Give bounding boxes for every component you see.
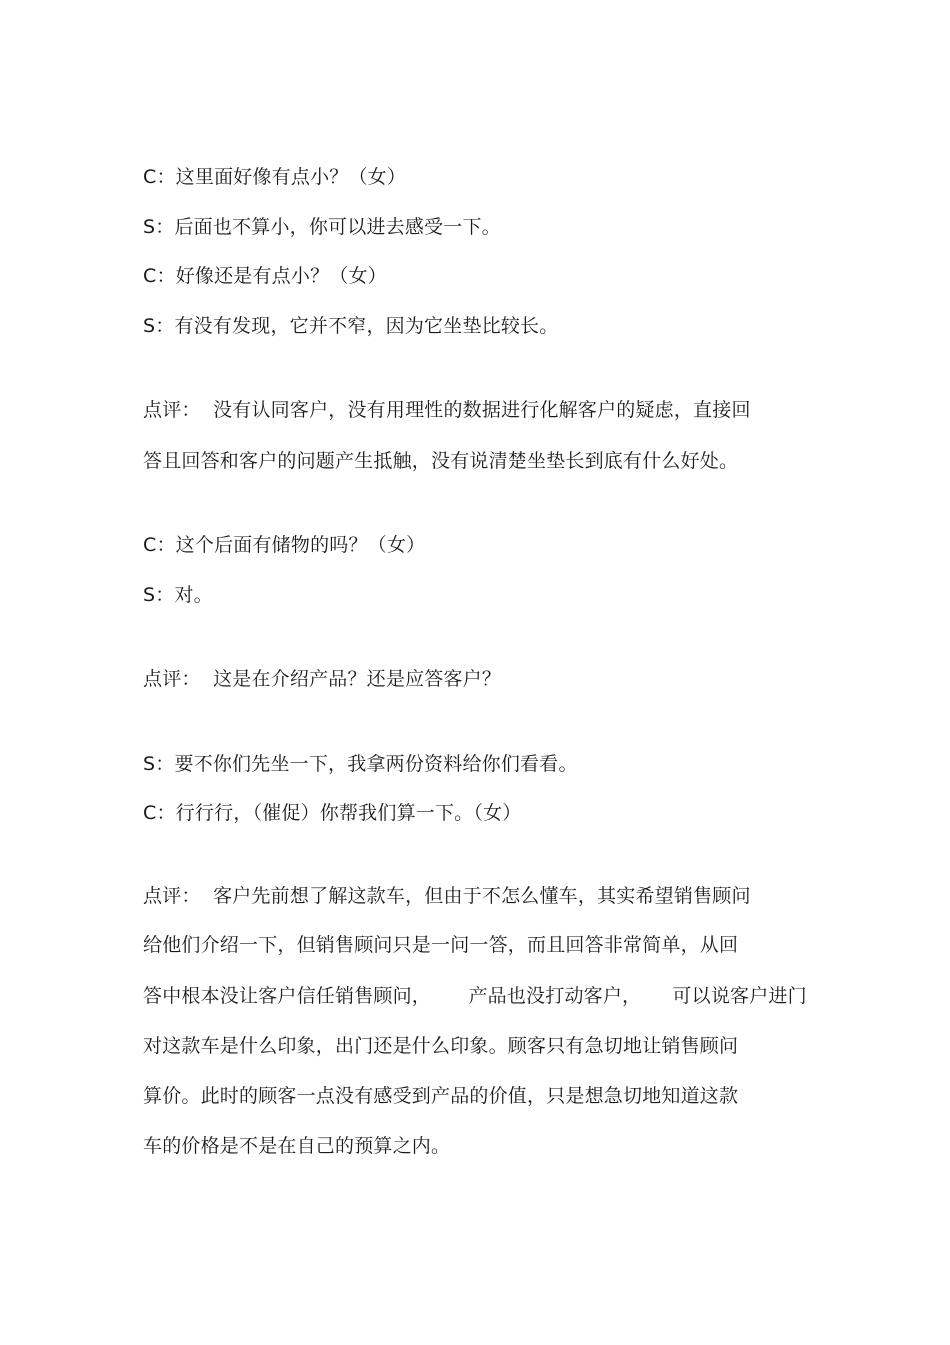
dialogue-line: S：要不你们先坐一下，我拿两份资料给你们看看。 [143, 753, 578, 775]
comment-line: 点评： 没有认同客户，没有用理性的数据进行化解客户的疑虑，直接回 [143, 399, 751, 421]
comment-line: 算价。此时的顾客一点没有感受到产品的价值，只是想急切地知道这款 [143, 1085, 739, 1107]
comment-line: 答且回答和客户的问题产生抵触，没有说清楚坐垫长到底有什么好处。 [143, 450, 739, 472]
comment-line: 对这款车是什么印象，出门还是什么印象。顾客只有急切地让销售顾问 [143, 1035, 739, 1057]
comment-line: 车的价格是不是在自己的预算之内。 [143, 1135, 451, 1157]
dialogue-line: C：好像还是有点小？（女） [143, 265, 387, 287]
dialogue-line: C：这个后面有储物的吗？（女） [143, 534, 426, 556]
dialogue-line: S：对。 [143, 584, 213, 606]
dialogue-line: C：行行行，（催促）你帮我们算一下。（女） [143, 802, 522, 824]
dialogue-line: S：后面也不算小，你可以进去感受一下。 [143, 216, 501, 238]
comment-line: 答中根本没让客户信任销售顾问， 产品也没打动客户， 可以说客户进门 [143, 985, 807, 1007]
comment-line: 点评： 客户先前想了解这款车，但由于不怎么懂车，其实希望销售顾问 [143, 885, 751, 907]
dialogue-line: C：这里面好像有点小？（女） [143, 166, 407, 188]
comment-line: 点评： 这是在介绍产品？还是应答客户？ [143, 668, 502, 690]
comment-line: 给他们介绍一下，但销售顾问只是一问一答，而且回答非常简单，从回 [143, 934, 739, 956]
dialogue-line: S：有没有发现，它并不窄，因为它坐垫比较长。 [143, 315, 559, 337]
